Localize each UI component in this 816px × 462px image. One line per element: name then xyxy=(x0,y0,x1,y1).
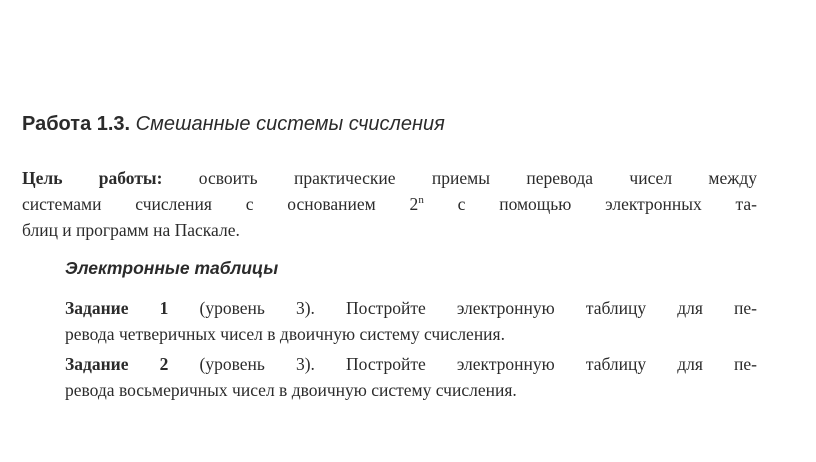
goal-line-2 xyxy=(22,191,757,217)
task-2-paragraph xyxy=(65,351,757,403)
goal-paragraph xyxy=(22,165,757,243)
task-1-paragraph xyxy=(65,295,757,347)
goal-line-2-rest: с помощью электронных та- xyxy=(457,194,757,214)
work-heading xyxy=(22,113,445,136)
task-2-label: Задание 2 xyxy=(65,354,169,374)
section-title: Электронные таблицы xyxy=(65,258,279,278)
work-number: Работа 1.3. xyxy=(22,113,131,135)
goal-line-3: блиц и программ на Паскале. xyxy=(22,220,240,240)
task-2-line-1-text: (уровень 3). Постройте электронную таблицу для пе- xyxy=(199,354,757,374)
goal-line-1 xyxy=(22,165,757,191)
goal-line-2-text: системами счисления с основанием 2 xyxy=(22,194,419,214)
task-2-line-1 xyxy=(65,351,757,377)
exponent-n: n xyxy=(418,194,424,207)
task-2-line-2: ревода восьмеричных чисел в двоичную систему счисления. xyxy=(65,380,517,400)
work-title: Смешанные системы счисления xyxy=(135,113,445,135)
task-1-label: Задание 1 xyxy=(65,298,169,318)
goal-label: Цель работы: xyxy=(22,168,163,188)
task-1-line-1 xyxy=(65,295,757,321)
task-1-line-2: ревода четверичных чисел в двоичную систему счисления. xyxy=(65,324,505,344)
task-1-line-1-text: (уровень 3). Постройте электронную таблицу для пе- xyxy=(199,298,757,318)
goal-line-1-text: освоить практические приемы перевода чисел между xyxy=(198,168,757,188)
